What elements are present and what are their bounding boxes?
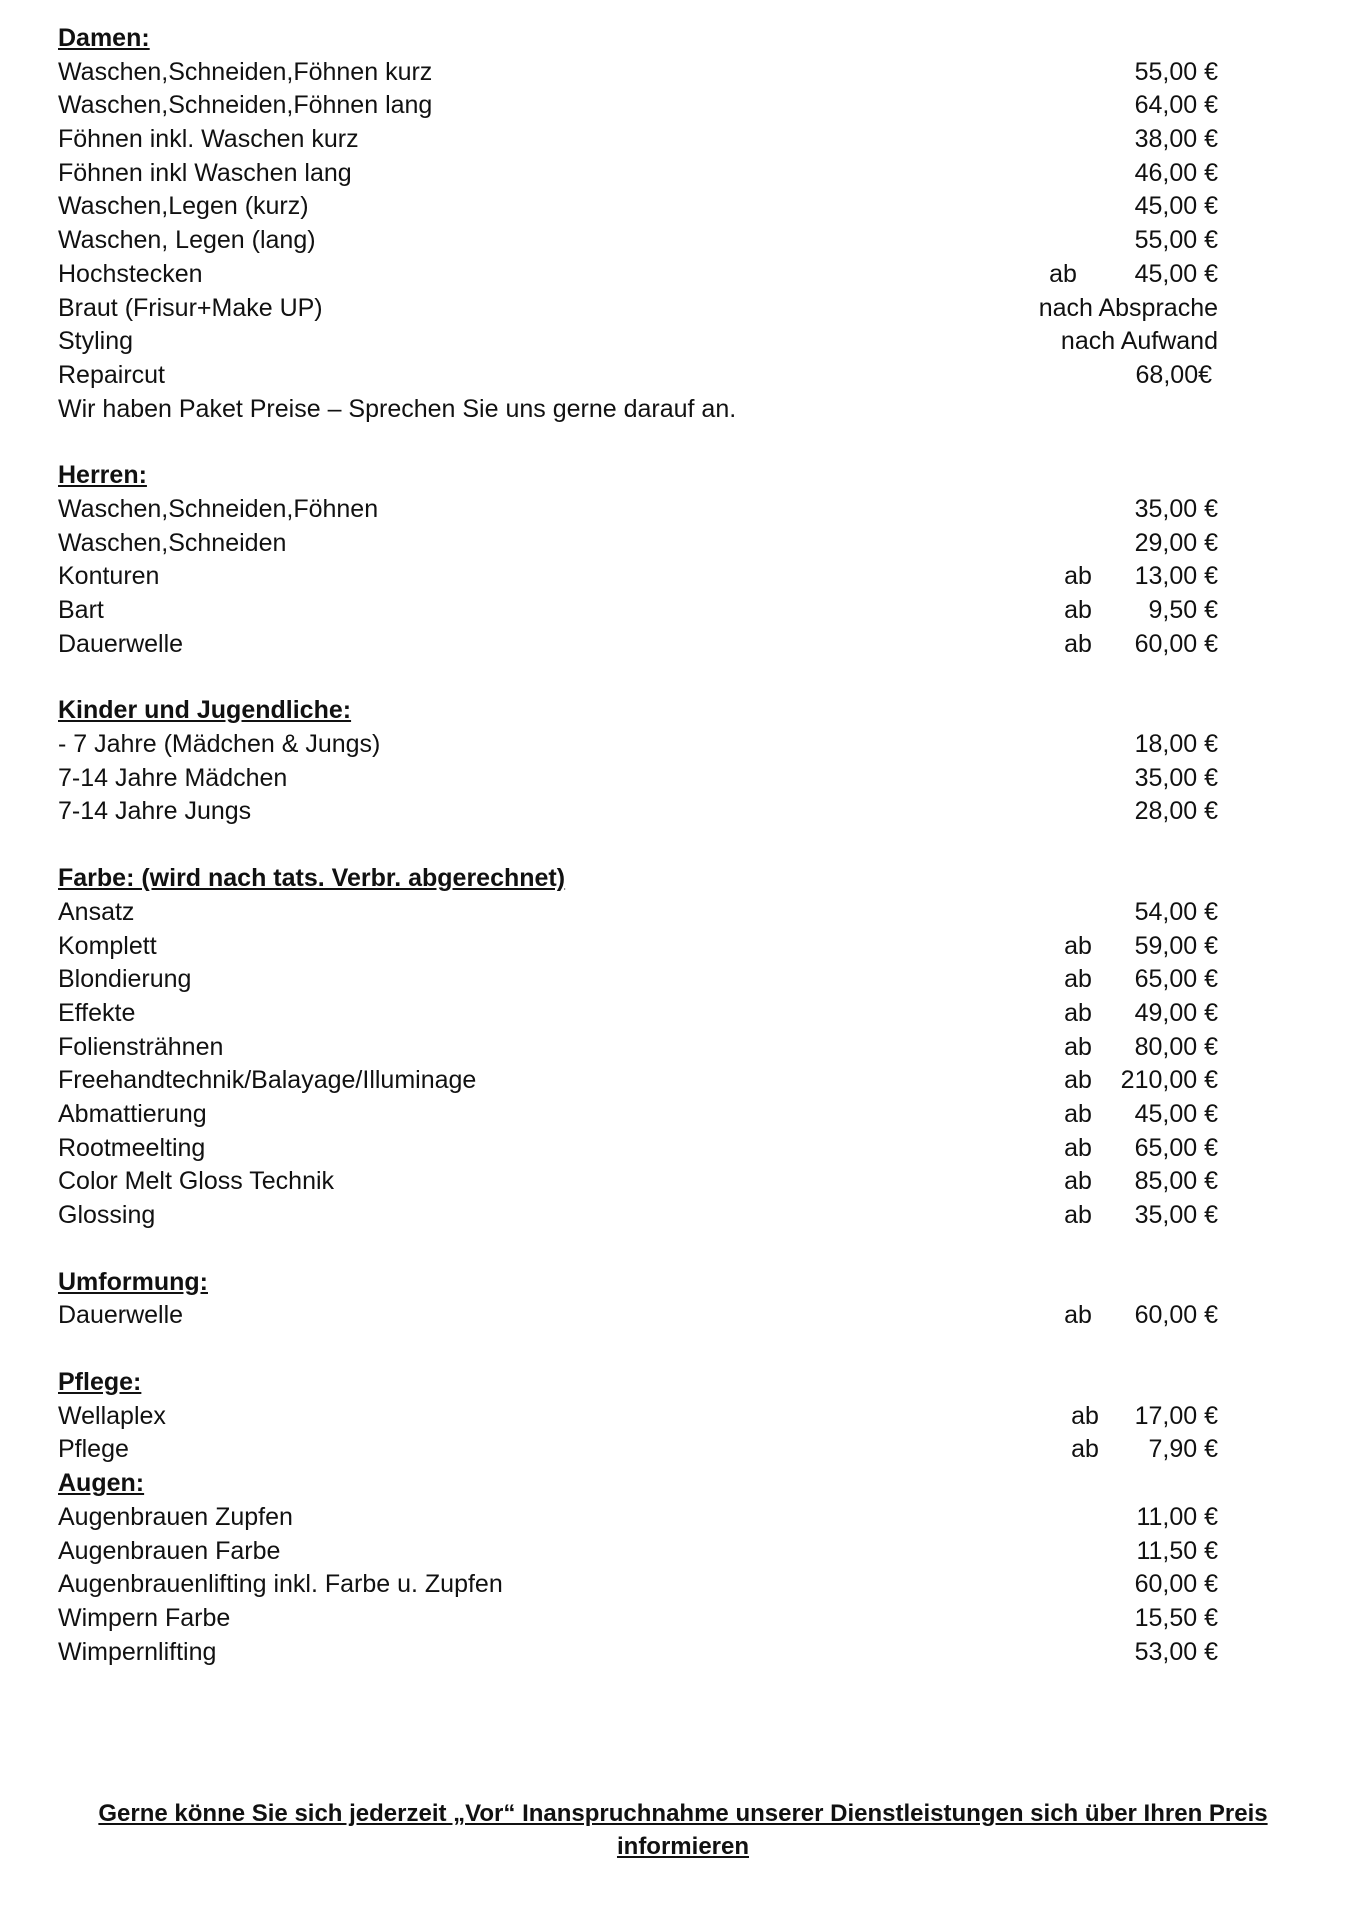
item-price: 45,00 € — [1134, 259, 1218, 288]
section-heading: Farbe: (wird nach tats. Verbr. abgerechnet) — [58, 864, 566, 893]
item-prefix: ab — [1064, 629, 1092, 658]
list-item — [58, 190, 1218, 224]
list-item — [58, 56, 1218, 90]
item-prefix: ab — [1064, 1032, 1092, 1061]
list-item — [58, 1299, 1218, 1333]
item-price: 54,00 € — [1134, 897, 1218, 926]
item-price: 18,00 € — [1134, 730, 1218, 759]
section-heading: Kinder und Jugendliche: — [58, 696, 352, 725]
section-heading: Umformung: — [58, 1267, 208, 1296]
list-item — [58, 594, 1218, 628]
list-item — [58, 1602, 1218, 1636]
list-item — [58, 1501, 1218, 1535]
item-prefix: ab — [1064, 596, 1092, 624]
list-item — [58, 1031, 1218, 1065]
package-note: Wir haben Paket Preise – Sprechen Sie uns gerne darauf an. — [58, 394, 737, 423]
item-price: 45,00 € — [1134, 1099, 1218, 1128]
list-item — [58, 628, 1218, 662]
item-price: 17,00 € — [1134, 1401, 1218, 1430]
item-label: Blondierung — [58, 965, 192, 994]
list-item — [58, 1132, 1218, 1166]
list-item — [58, 123, 1218, 157]
list-item — [58, 896, 1218, 930]
list-item — [58, 762, 1218, 796]
section-heading: Pflege: — [58, 1368, 142, 1397]
item-label: Foliensträhnen — [58, 1032, 224, 1061]
item-prefix: ab — [1064, 1066, 1092, 1095]
section-pflege — [58, 1366, 1218, 1467]
section-augen — [58, 1467, 1218, 1669]
item-price: 35,00 € — [1134, 494, 1218, 523]
item-prefix: ab — [1049, 259, 1077, 288]
item-price: 35,00 € — [1134, 1201, 1218, 1229]
list-item — [58, 325, 1218, 359]
item-price: 210,00 € — [1120, 1066, 1218, 1095]
item-label: Konturen — [58, 562, 160, 591]
item-price: 35,00 € — [1134, 763, 1218, 792]
item-price: 53,00 € — [1134, 1637, 1218, 1666]
item-prefix: ab — [1064, 1167, 1092, 1196]
item-price: nach Absprache — [1038, 293, 1218, 322]
item-label: Waschen,Schneiden,Föhnen lang — [58, 91, 433, 120]
item-price: 59,00 € — [1134, 931, 1218, 960]
list-item — [58, 1199, 1218, 1233]
item-price: 11,00 € — [1136, 1502, 1218, 1531]
item-price: 9,50 € — [1148, 596, 1218, 624]
list-item — [58, 258, 1218, 292]
list-item — [58, 292, 1218, 326]
footer-line-1: Gerne könne Sie sich jederzeit „Vor“ Inanspruchnahme unserer Dienstleistungen sich über Ihren Preis — [98, 1800, 1268, 1827]
item-label: Wellaplex — [58, 1401, 166, 1430]
item-label: Augenbrauen Farbe — [58, 1536, 281, 1565]
item-label: Freehandtechnik/Balayage/Illuminage — [58, 1066, 477, 1095]
item-label: Braut (Frisur+Make UP) — [58, 293, 323, 322]
section-kinder — [58, 694, 1218, 829]
item-price: 64,00 € — [1134, 91, 1218, 120]
list-item — [58, 359, 1218, 393]
item-price: 28,00 € — [1134, 797, 1218, 826]
item-prefix: ab — [1064, 1301, 1092, 1330]
item-price: 29,00 € — [1134, 528, 1218, 557]
list-item — [58, 1165, 1218, 1199]
item-label: Ansatz — [58, 897, 135, 926]
item-price: 49,00 € — [1134, 998, 1218, 1027]
item-label: Waschen,Legen (kurz) — [58, 192, 309, 221]
item-label: Glossing — [58, 1201, 156, 1229]
item-label: Pflege — [58, 1435, 129, 1464]
item-prefix: ab — [1064, 1133, 1092, 1162]
item-label: Hochstecken — [58, 259, 203, 288]
item-label: Föhnen inkl Waschen lang — [58, 158, 352, 187]
item-prefix: ab — [1064, 1099, 1092, 1128]
item-label: Waschen,Schneiden — [58, 528, 287, 557]
list-item — [58, 728, 1218, 762]
item-price: nach Aufwand — [1060, 327, 1218, 356]
item-label: 7-14 Jahre Mädchen — [58, 763, 288, 792]
item-label: Wimpern Farbe — [58, 1603, 231, 1632]
item-price: 80,00 € — [1134, 1032, 1218, 1061]
item-prefix: ab — [1064, 998, 1092, 1027]
item-price: 68,00€ — [1135, 360, 1212, 389]
item-price: 13,00 € — [1134, 562, 1218, 591]
item-label: Styling — [58, 327, 134, 356]
section-damen — [58, 22, 1218, 426]
list-item — [58, 1064, 1218, 1098]
section-herren — [58, 459, 1218, 661]
price-list — [58, 22, 1218, 1669]
list-item — [58, 89, 1218, 123]
item-price: 65,00 € — [1134, 1133, 1218, 1162]
section-heading: Damen: — [58, 24, 150, 52]
list-item — [58, 795, 1218, 829]
list-item — [58, 1098, 1218, 1132]
item-label: Abmattierung — [58, 1099, 207, 1128]
item-label: Effekte — [58, 998, 136, 1027]
list-item — [58, 527, 1218, 561]
item-prefix: ab — [1064, 1201, 1092, 1229]
item-label: Waschen,Schneiden,Föhnen — [58, 494, 379, 523]
list-item — [58, 224, 1218, 258]
item-prefix: ab — [1064, 931, 1092, 960]
item-label: Föhnen inkl. Waschen kurz — [58, 125, 359, 154]
item-label: Augenbrauenlifting inkl. Farbe u. Zupfen — [58, 1570, 503, 1599]
item-label: Bart — [58, 596, 104, 624]
item-price: 65,00 € — [1134, 965, 1218, 994]
section-umformung — [58, 1266, 1218, 1333]
item-price: 55,00 € — [1134, 226, 1218, 255]
item-label: Waschen, Legen (lang) — [58, 226, 316, 255]
item-label: 7-14 Jahre Jungs — [58, 797, 252, 826]
list-item — [58, 930, 1218, 964]
item-label: Dauerwelle — [58, 1301, 184, 1330]
item-label: Dauerwelle — [58, 629, 184, 658]
list-item — [58, 157, 1218, 191]
item-price: 85,00 € — [1134, 1167, 1218, 1196]
list-item — [58, 997, 1218, 1031]
item-price: 60,00 € — [1134, 1570, 1218, 1599]
item-prefix: ab — [1064, 965, 1092, 994]
item-price: 15,50 € — [1134, 1603, 1218, 1632]
footer-line-2: informieren — [616, 1833, 750, 1860]
item-price: 38,00 € — [1134, 125, 1218, 154]
item-label: Wimpernlifting — [58, 1637, 217, 1666]
item-label: - 7 Jahre (Mädchen & Jungs) — [58, 730, 381, 759]
item-price: 60,00 € — [1134, 1301, 1218, 1330]
section-farbe — [58, 862, 1218, 1233]
list-item — [58, 1568, 1218, 1602]
item-label: Komplett — [58, 931, 157, 960]
item-price: 45,00 € — [1134, 192, 1218, 221]
item-label: Color Melt Gloss Technik — [58, 1167, 335, 1196]
list-item — [58, 1433, 1218, 1467]
section-heading: Herren: — [58, 461, 147, 490]
list-item — [58, 963, 1218, 997]
item-price: 55,00 € — [1134, 57, 1218, 86]
price-info-footer — [90, 1797, 1276, 1863]
item-prefix: ab — [1071, 1435, 1099, 1464]
item-price: 7,90 € — [1148, 1435, 1218, 1464]
list-item — [58, 1535, 1218, 1569]
item-label: Augenbrauen Zupfen — [58, 1502, 293, 1531]
list-item — [58, 1636, 1218, 1670]
section-heading: Augen: — [58, 1469, 145, 1498]
item-label: Rootmeelting — [58, 1133, 206, 1162]
list-item — [58, 1400, 1218, 1434]
item-prefix: ab — [1064, 562, 1092, 591]
item-price: 46,00 € — [1134, 158, 1218, 187]
item-price: 11,50 € — [1136, 1536, 1218, 1565]
list-item — [58, 493, 1218, 527]
item-label: Repaircut — [58, 360, 165, 389]
item-price: 60,00 € — [1134, 629, 1218, 658]
item-label: Waschen,Schneiden,Föhnen kurz — [58, 57, 433, 86]
list-item — [58, 560, 1218, 594]
item-prefix: ab — [1071, 1401, 1099, 1430]
